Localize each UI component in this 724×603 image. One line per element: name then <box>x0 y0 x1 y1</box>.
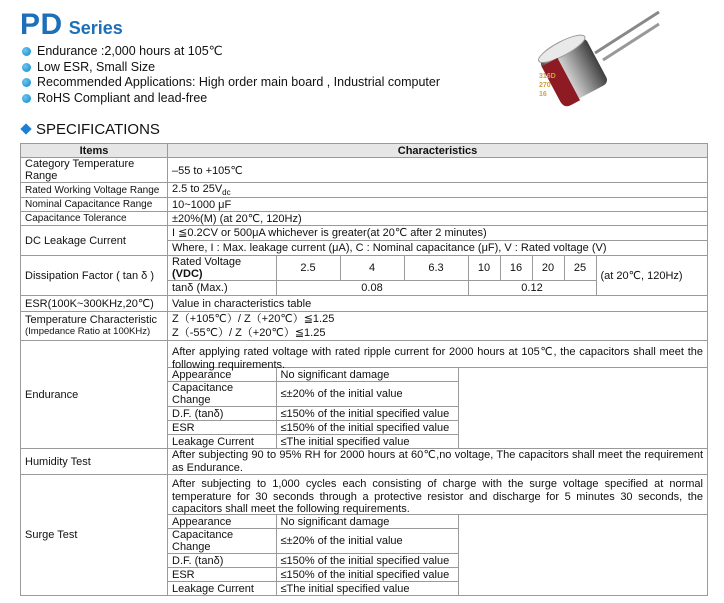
table-row <box>21 212 708 226</box>
voltage-cell: 2.5 <box>276 256 340 281</box>
table-row <box>21 226 708 256</box>
row-label: DC Leakage Current <box>21 226 168 256</box>
bullet-icon <box>22 47 31 56</box>
surge-item: Appearance <box>168 515 276 529</box>
surge-item: Capacitance Change <box>168 529 276 554</box>
endurance-subtable <box>168 368 459 448</box>
diamond-icon <box>20 123 31 134</box>
table-row <box>21 475 708 596</box>
row-value <box>168 256 708 296</box>
row-label: Nominal Capacitance Range <box>21 198 168 212</box>
capacitor-image <box>525 8 665 113</box>
surge-value: ≤150% of the initial specified value <box>276 554 458 568</box>
endurance-item: Appearance <box>168 368 276 382</box>
surge-item: Leakage Current <box>168 582 276 596</box>
table-header-row <box>21 144 708 158</box>
dissipation-subtable <box>168 256 708 295</box>
row-value: 10~1000 μF <box>168 198 708 212</box>
cap-marking-2: 270 <box>539 82 551 89</box>
row-label: Surge Test <box>21 475 168 596</box>
table-row <box>21 158 708 183</box>
row-value <box>168 226 708 256</box>
row-value <box>168 341 708 449</box>
endurance-value: ≤150% of the initial specified value <box>276 421 458 435</box>
row-value: ±20%(M) (at 20℃, 120Hz) <box>168 212 708 226</box>
header-characteristics: Characteristics <box>168 144 708 158</box>
cap-marking-3: 16 <box>539 91 547 98</box>
row-value: –55 to +105℃ <box>168 158 708 183</box>
row-label: Humidity Test <box>21 449 168 475</box>
feature-item: Endurance :2,000 hours at 105℃ <box>22 44 440 60</box>
table-row <box>21 256 708 296</box>
series-word: Series <box>68 18 123 38</box>
voltage-cell: 25 <box>564 256 596 281</box>
endurance-value: No significant damage <box>276 368 458 382</box>
cap-marking-1: 316D <box>539 73 556 80</box>
row-label: Endurance <box>21 341 168 449</box>
feature-item: RoHS Compliant and lead-free <box>22 91 440 107</box>
section-title: SPECIFICATIONS <box>20 121 160 138</box>
table-row <box>21 312 708 341</box>
row-value: 2.5 to $25V_{dc}$ <box>168 183 708 198</box>
row-label: Temperature Characteristic (Impedance Ratio at 100KHz) <box>21 312 168 341</box>
surge-value: ≤±20% of the initial value <box>276 529 458 554</box>
header-items: Items <box>21 144 168 158</box>
endurance-item: Leakage Current <box>168 435 276 449</box>
row-label: Rated Working Voltage Range <box>21 183 168 198</box>
row-label: Category Temperature Range <box>21 158 168 183</box>
voltage-cell: 4 <box>340 256 404 281</box>
row-value: After subjecting 90 to 95% RH for 2000 hours at 60℃,no voltage, The capacitors shall meet the requirement as Endurance. <box>168 449 708 475</box>
row-value <box>168 312 708 341</box>
table-row <box>21 341 708 449</box>
feature-item: Recommended Applications: High order main board , Industrial computer <box>22 75 440 91</box>
tan-label: tanδ (Max.) <box>168 281 276 296</box>
bullet-icon <box>22 63 31 72</box>
surge-value: ≤The initial specified value <box>276 582 458 596</box>
row-value: Value in characteristics table <box>168 296 708 312</box>
voltage-cell: 20 <box>532 256 564 281</box>
temp-char-line2: Z（-55℃）/ Z（+20℃）≦1.25 <box>172 327 326 340</box>
endurance-value: ≤150% of the initial specified value <box>276 407 458 421</box>
surge-intro: After subjecting to 1,000 cycles each consisting of charge with the surge voltage specified at normal temperature for 30 seconds through a protective resistor and discharge for 5 minutes 30 seconds, the capacitors shall meet the following requirements. <box>168 475 707 515</box>
rated-voltage-label: Rated Voltage (VDC) <box>168 256 276 281</box>
table-row <box>21 183 708 198</box>
bullet-icon <box>22 94 31 103</box>
tan-value-low: 0.08 <box>276 281 468 296</box>
endurance-item: Capacitance Change <box>168 382 276 407</box>
endurance-item: ESR <box>168 421 276 435</box>
dc-leakage-line2: Where, I : Max. leakage current (μA), C : Nominal capacitance (μF), V : Rated voltage (V) <box>172 242 607 255</box>
table-row <box>21 198 708 212</box>
surge-value: No significant damage <box>276 515 458 529</box>
row-label: Capacitance Tolerance <box>21 212 168 226</box>
surge-item: D.F. (tanδ) <box>168 554 276 568</box>
dissipation-condition: (at 20℃, 120Hz) <box>596 256 708 295</box>
endurance-value: ≤±20% of the initial value <box>276 382 458 407</box>
table-row <box>21 296 708 312</box>
endurance-value: ≤The initial specified value <box>276 435 458 449</box>
voltage-cell: 6.3 <box>404 256 468 281</box>
table-row <box>21 449 708 475</box>
feature-item: Low ESR, Small Size <box>22 60 440 76</box>
surge-subtable <box>168 515 459 595</box>
surge-item: ESR <box>168 568 276 582</box>
endurance-item: D.F. (tanδ) <box>168 407 276 421</box>
voltage-cell: 16 <box>500 256 532 281</box>
surge-value: ≤150% of the initial specified value <box>276 568 458 582</box>
row-label: ESR(100K~300KHz,20℃) <box>21 296 168 312</box>
row-value <box>168 475 708 596</box>
series-code: PD <box>20 8 63 41</box>
feature-list <box>22 44 440 106</box>
row-label: Dissipation Factor ( tan δ ) <box>21 256 168 296</box>
dc-leakage-line1: I ≦0.2CV or 500μA whichever is greater(at 20℃ after 2 minutes) <box>168 226 707 241</box>
tan-value-high: 0.12 <box>468 281 596 296</box>
endurance-intro: After applying rated voltage with rated ripple current for 2000 hours at 105℃, the capacitors shall meet the following requirements. <box>168 341 707 368</box>
bullet-icon <box>22 78 31 87</box>
voltage-cell: 10 <box>468 256 500 281</box>
spec-table <box>20 143 708 596</box>
series-title <box>20 8 123 42</box>
temp-char-line1: Z（+105℃）/ Z（+20℃）≦1.25 <box>172 313 335 326</box>
